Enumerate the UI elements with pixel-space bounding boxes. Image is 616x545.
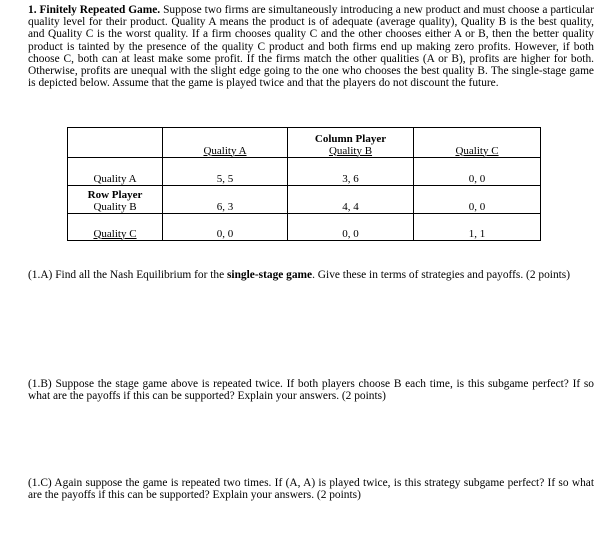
question-1c: (1.C) Again suppose the game is repeated two times. If (A, A) is played twice, is this strategy subgame perfect? If so what are the payoffs if this can be supported? Explain your answers. (2 points)	[28, 477, 594, 502]
problem-description: Suppose two firms are simultaneously introducing a new product and must choose a particular quality level for their product. Quality A means the product is of adequate (average quality), Quality B is the best quality, and Quality C is the worst quality. If a firm chooses quality C and the other chooses either A or B, then the better quality product is tainted by the presence of the quality C product and both firms end up making zero profits. However, if both choose C, both can at least make some profit. If the firms match the other qualities (A or B), profits are higher for both. Otherwise, profits are unequal with the slight edge going to the one who chooses the best quality B. The single-stage game is depicted below. Assume that the game is played twice and that the players do not discount the future.	[28, 4, 594, 90]
payoff-cell: 3, 6	[288, 158, 414, 186]
corner-cell	[68, 128, 163, 158]
column-player-label: Column Player	[314, 133, 387, 145]
payoff-cell: 1, 1	[414, 214, 541, 241]
payoff-cell: 6, 3	[163, 186, 288, 214]
row-header-quality-a: Quality A	[68, 158, 163, 186]
row-header-quality-c: Quality C	[68, 214, 163, 241]
payoff-matrix	[67, 127, 541, 241]
problem-intro	[28, 4, 594, 89]
payoff-cell: 5, 5	[163, 158, 288, 186]
payoff-cell: 0, 0	[163, 214, 288, 241]
row-header-quality-b: Row Player Quality B	[68, 186, 163, 214]
question-1a: (1.A) Find all the Nash Equilibrium for the single-stage game. Give these in terms of strategies and payoffs. (2 points)	[28, 269, 571, 281]
question-1b: (1.B) Suppose the stage game above is repeated twice. If both players choose B each time, is this subgame perfect? If so what are the payoffs if this can be supported? Explain your answers. (2 points)	[28, 378, 594, 403]
col-header-quality-a: Quality A	[163, 128, 288, 158]
payoff-cell: 0, 0	[414, 186, 541, 214]
payoff-cell: 0, 0	[288, 214, 414, 241]
problem-title: 1. Finitely Repeated Game.	[28, 4, 161, 16]
payoff-cell: 0, 0	[414, 158, 541, 186]
payoff-cell: 4, 4	[288, 186, 414, 214]
col-header-quality-b: Column Player Quality B	[288, 128, 414, 158]
col-header-quality-c: Quality C	[414, 128, 541, 158]
row-player-label: Row Player	[87, 189, 143, 201]
